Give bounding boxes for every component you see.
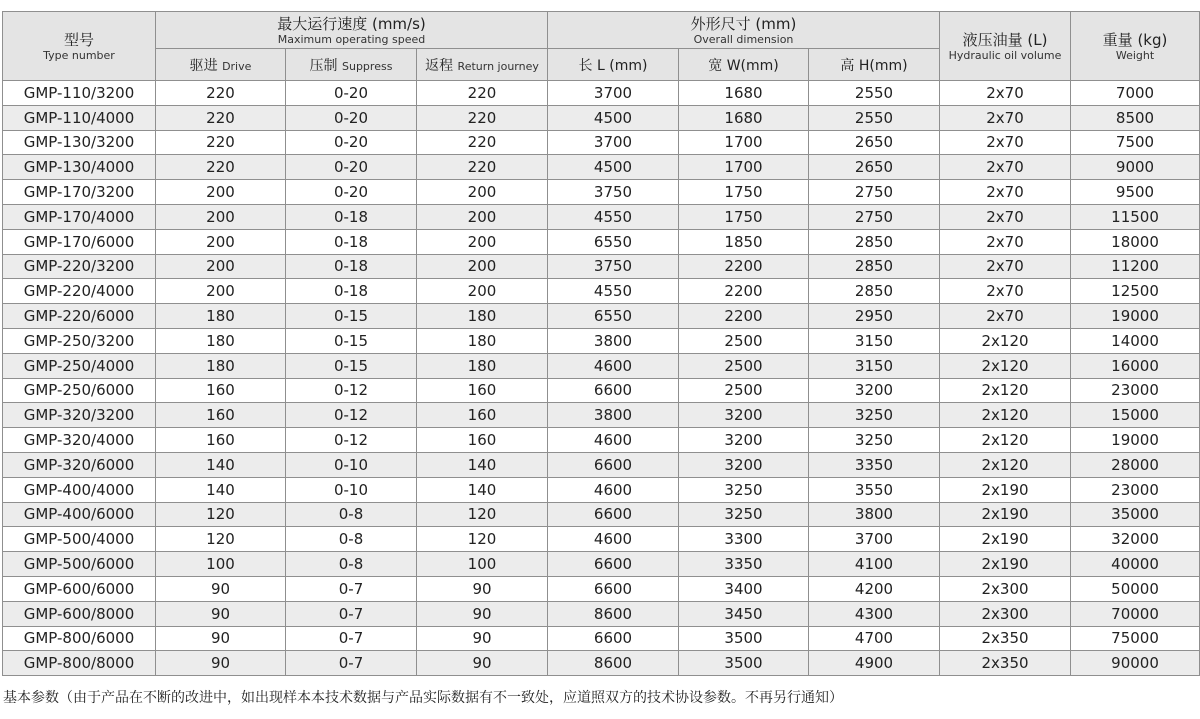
cell-return-speed: 90 — [417, 626, 548, 651]
cell-model: GMP-110/3200 — [3, 81, 156, 106]
cell-return-speed: 220 — [417, 155, 548, 180]
cell-height: 2750 — [809, 204, 940, 229]
cell-suppress-speed: 0-7 — [286, 626, 417, 651]
table-row — [3, 552, 1200, 577]
table-row — [3, 576, 1200, 601]
cell-oil-volume: 2x300 — [940, 601, 1071, 626]
cell-length: 6550 — [548, 229, 679, 254]
table-row — [3, 428, 1200, 453]
cell-length: 4500 — [548, 155, 679, 180]
cell-weight: 12500 — [1071, 279, 1200, 304]
cell-width: 2200 — [679, 279, 809, 304]
cell-height: 2750 — [809, 180, 940, 205]
header-speed-return-zh: 返程 — [425, 57, 454, 74]
cell-suppress-speed: 0-10 — [286, 477, 417, 502]
cell-suppress-speed: 0-20 — [286, 81, 417, 106]
cell-return-speed: 220 — [417, 130, 548, 155]
cell-width: 2500 — [679, 378, 809, 403]
cell-weight: 35000 — [1071, 502, 1200, 527]
cell-drive-speed: 90 — [156, 626, 286, 651]
cell-oil-volume: 2x70 — [940, 304, 1071, 329]
cell-oil-volume: 2x190 — [940, 502, 1071, 527]
cell-weight: 9000 — [1071, 155, 1200, 180]
cell-suppress-speed: 0-12 — [286, 428, 417, 453]
table-row — [3, 204, 1200, 229]
cell-model: GMP-800/8000 — [3, 651, 156, 676]
cell-suppress-speed: 0-15 — [286, 328, 417, 353]
cell-height: 2850 — [809, 279, 940, 304]
cell-oil-volume: 2x70 — [940, 279, 1071, 304]
cell-height: 3150 — [809, 353, 940, 378]
cell-width: 3400 — [679, 576, 809, 601]
header-speed-return — [417, 49, 548, 81]
header-oil-en: Hydraulic oil volume — [948, 48, 1062, 62]
cell-oil-volume: 2x120 — [940, 452, 1071, 477]
table-body — [3, 81, 1200, 676]
cell-suppress-speed: 0-18 — [286, 229, 417, 254]
table-row — [3, 601, 1200, 626]
cell-model: GMP-220/3200 — [3, 254, 156, 279]
header-oil-zh: 液压油量 (L) — [962, 30, 1048, 49]
cell-weight: 23000 — [1071, 378, 1200, 403]
cell-drive-speed: 220 — [156, 81, 286, 106]
cell-width: 3500 — [679, 651, 809, 676]
table-row — [3, 155, 1200, 180]
cell-oil-volume: 2x350 — [940, 626, 1071, 651]
cell-model: GMP-250/4000 — [3, 353, 156, 378]
cell-return-speed: 120 — [417, 502, 548, 527]
cell-model: GMP-250/3200 — [3, 328, 156, 353]
table-header — [3, 12, 1200, 81]
cell-width: 1750 — [679, 204, 809, 229]
cell-weight: 16000 — [1071, 353, 1200, 378]
cell-suppress-speed: 0-12 — [286, 378, 417, 403]
cell-length: 4500 — [548, 105, 679, 130]
cell-drive-speed: 120 — [156, 502, 286, 527]
cell-weight: 75000 — [1071, 626, 1200, 651]
header-speed-zh: 最大运行速度 (mm/s) — [277, 14, 426, 33]
cell-model: GMP-800/6000 — [3, 626, 156, 651]
cell-drive-speed: 160 — [156, 403, 286, 428]
cell-suppress-speed: 0-15 — [286, 304, 417, 329]
cell-model: GMP-320/6000 — [3, 452, 156, 477]
cell-width: 1850 — [679, 229, 809, 254]
cell-suppress-speed: 0-20 — [286, 155, 417, 180]
cell-weight: 7000 — [1071, 81, 1200, 106]
cell-return-speed: 160 — [417, 428, 548, 453]
cell-drive-speed: 180 — [156, 353, 286, 378]
cell-length: 8600 — [548, 651, 679, 676]
table-row — [3, 477, 1200, 502]
cell-width: 3350 — [679, 552, 809, 577]
cell-length: 3700 — [548, 81, 679, 106]
cell-suppress-speed: 0-18 — [286, 254, 417, 279]
cell-return-speed: 90 — [417, 576, 548, 601]
cell-height: 2550 — [809, 81, 940, 106]
cell-length: 6550 — [548, 304, 679, 329]
cell-length: 4600 — [548, 477, 679, 502]
cell-model: GMP-600/6000 — [3, 576, 156, 601]
cell-drive-speed: 160 — [156, 428, 286, 453]
cell-oil-volume: 2x190 — [940, 552, 1071, 577]
cell-model: GMP-400/4000 — [3, 477, 156, 502]
cell-height: 3250 — [809, 428, 940, 453]
cell-weight: 7500 — [1071, 130, 1200, 155]
cell-model: GMP-130/4000 — [3, 155, 156, 180]
cell-weight: 11200 — [1071, 254, 1200, 279]
cell-height: 3700 — [809, 527, 940, 552]
cell-width: 3200 — [679, 403, 809, 428]
cell-weight: 28000 — [1071, 452, 1200, 477]
cell-oil-volume: 2x70 — [940, 180, 1071, 205]
cell-length: 8600 — [548, 601, 679, 626]
cell-suppress-speed: 0-12 — [286, 403, 417, 428]
cell-return-speed: 100 — [417, 552, 548, 577]
cell-model: GMP-170/6000 — [3, 229, 156, 254]
cell-suppress-speed: 0-8 — [286, 502, 417, 527]
header-model — [3, 12, 156, 81]
cell-model: GMP-130/3200 — [3, 130, 156, 155]
cell-drive-speed: 160 — [156, 378, 286, 403]
cell-width: 2500 — [679, 353, 809, 378]
cell-width: 3250 — [679, 502, 809, 527]
cell-width: 3300 — [679, 527, 809, 552]
cell-return-speed: 180 — [417, 328, 548, 353]
cell-length: 3750 — [548, 180, 679, 205]
cell-model: GMP-250/6000 — [3, 378, 156, 403]
cell-oil-volume: 2x70 — [940, 155, 1071, 180]
cell-return-speed: 140 — [417, 452, 548, 477]
table-row — [3, 279, 1200, 304]
cell-length: 4600 — [548, 353, 679, 378]
cell-drive-speed: 140 — [156, 477, 286, 502]
cell-oil-volume: 2x190 — [940, 477, 1071, 502]
cell-width: 3250 — [679, 477, 809, 502]
cell-weight: 70000 — [1071, 601, 1200, 626]
cell-oil-volume: 2x120 — [940, 403, 1071, 428]
cell-length: 6600 — [548, 452, 679, 477]
cell-suppress-speed: 0-18 — [286, 279, 417, 304]
cell-suppress-speed: 0-18 — [286, 204, 417, 229]
cell-return-speed: 120 — [417, 527, 548, 552]
cell-weight: 15000 — [1071, 403, 1200, 428]
cell-drive-speed: 200 — [156, 229, 286, 254]
cell-suppress-speed: 0-10 — [286, 452, 417, 477]
cell-length: 6600 — [548, 552, 679, 577]
cell-weight: 18000 — [1071, 229, 1200, 254]
cell-drive-speed: 200 — [156, 180, 286, 205]
cell-model: GMP-320/4000 — [3, 428, 156, 453]
cell-drive-speed: 200 — [156, 279, 286, 304]
cell-width: 2200 — [679, 304, 809, 329]
cell-model: GMP-400/6000 — [3, 502, 156, 527]
header-speed-drive — [156, 49, 286, 81]
cell-width: 3200 — [679, 428, 809, 453]
cell-height: 4200 — [809, 576, 940, 601]
cell-return-speed: 200 — [417, 180, 548, 205]
cell-width: 2200 — [679, 254, 809, 279]
cell-height: 4300 — [809, 601, 940, 626]
table-row — [3, 180, 1200, 205]
cell-length: 4600 — [548, 527, 679, 552]
table-row — [3, 651, 1200, 676]
cell-drive-speed: 220 — [156, 105, 286, 130]
header-speed-en: Maximum operating speed — [277, 32, 426, 46]
table-row — [3, 229, 1200, 254]
cell-width: 3450 — [679, 601, 809, 626]
table-row — [3, 304, 1200, 329]
cell-width: 1700 — [679, 155, 809, 180]
cell-model: GMP-110/4000 — [3, 105, 156, 130]
cell-suppress-speed: 0-7 — [286, 651, 417, 676]
table-row — [3, 328, 1200, 353]
header-dimension-en: Overall dimension — [693, 32, 794, 46]
cell-oil-volume: 2x70 — [940, 81, 1071, 106]
cell-oil-volume: 2x70 — [940, 254, 1071, 279]
cell-oil-volume: 2x300 — [940, 576, 1071, 601]
table-row — [3, 626, 1200, 651]
header-speed-suppress-en: Suppress — [342, 59, 393, 73]
cell-model: GMP-320/3200 — [3, 403, 156, 428]
cell-model: GMP-170/4000 — [3, 204, 156, 229]
cell-weight: 19000 — [1071, 304, 1200, 329]
cell-height: 3200 — [809, 378, 940, 403]
table-row — [3, 254, 1200, 279]
cell-oil-volume: 2x70 — [940, 229, 1071, 254]
cell-height: 3350 — [809, 452, 940, 477]
cell-drive-speed: 180 — [156, 328, 286, 353]
header-oil — [940, 12, 1071, 81]
cell-drive-speed: 220 — [156, 155, 286, 180]
cell-weight: 90000 — [1071, 651, 1200, 676]
cell-suppress-speed: 0-15 — [286, 353, 417, 378]
cell-weight: 40000 — [1071, 552, 1200, 577]
cell-height: 3250 — [809, 403, 940, 428]
cell-model: GMP-220/4000 — [3, 279, 156, 304]
cell-height: 2950 — [809, 304, 940, 329]
cell-return-speed: 200 — [417, 229, 548, 254]
cell-height: 2550 — [809, 105, 940, 130]
cell-oil-volume: 2x120 — [940, 428, 1071, 453]
cell-drive-speed: 90 — [156, 601, 286, 626]
cell-length: 6600 — [548, 502, 679, 527]
cell-weight: 14000 — [1071, 328, 1200, 353]
cell-width: 3500 — [679, 626, 809, 651]
cell-weight: 19000 — [1071, 428, 1200, 453]
header-speed-suppress-zh: 压制 — [309, 57, 338, 74]
table-row — [3, 527, 1200, 552]
cell-oil-volume: 2x120 — [940, 353, 1071, 378]
cell-suppress-speed: 0-20 — [286, 130, 417, 155]
cell-length: 6600 — [548, 378, 679, 403]
cell-weight: 23000 — [1071, 477, 1200, 502]
cell-drive-speed: 220 — [156, 130, 286, 155]
cell-weight: 8500 — [1071, 105, 1200, 130]
cell-drive-speed: 120 — [156, 527, 286, 552]
cell-drive-speed: 90 — [156, 576, 286, 601]
cell-return-speed: 200 — [417, 204, 548, 229]
table-row — [3, 81, 1200, 106]
cell-suppress-speed: 0-20 — [286, 180, 417, 205]
cell-length: 6600 — [548, 576, 679, 601]
cell-length: 4550 — [548, 204, 679, 229]
cell-return-speed: 90 — [417, 601, 548, 626]
cell-length: 3800 — [548, 403, 679, 428]
header-weight-zh: 重量 (kg) — [1102, 30, 1168, 49]
cell-drive-speed: 90 — [156, 651, 286, 676]
header-height: 高 H(mm) — [809, 49, 940, 81]
header-speed-drive-zh: 驱进 — [189, 57, 218, 74]
cell-return-speed: 90 — [417, 651, 548, 676]
cell-height: 4100 — [809, 552, 940, 577]
header-weight-en: Weight — [1115, 48, 1155, 62]
cell-return-speed: 140 — [417, 477, 548, 502]
table-row — [3, 353, 1200, 378]
cell-width: 1680 — [679, 105, 809, 130]
cell-drive-speed: 200 — [156, 254, 286, 279]
cell-suppress-speed: 0-7 — [286, 601, 417, 626]
header-weight — [1071, 12, 1200, 81]
cell-drive-speed: 180 — [156, 304, 286, 329]
header-speed-return-en: Return journey — [457, 59, 539, 73]
cell-weight: 9500 — [1071, 180, 1200, 205]
cell-height: 2850 — [809, 254, 940, 279]
cell-return-speed: 200 — [417, 254, 548, 279]
cell-model: GMP-500/4000 — [3, 527, 156, 552]
cell-oil-volume: 2x190 — [940, 527, 1071, 552]
cell-suppress-speed: 0-20 — [286, 105, 417, 130]
header-length: 长 L (mm) — [548, 49, 679, 81]
cell-weight: 11500 — [1071, 204, 1200, 229]
cell-oil-volume: 2x70 — [940, 130, 1071, 155]
cell-return-speed: 180 — [417, 353, 548, 378]
cell-suppress-speed: 0-8 — [286, 527, 417, 552]
header-dimension — [548, 12, 940, 49]
cell-return-speed: 160 — [417, 378, 548, 403]
cell-oil-volume: 2x70 — [940, 105, 1071, 130]
cell-weight: 32000 — [1071, 527, 1200, 552]
cell-suppress-speed: 0-7 — [286, 576, 417, 601]
cell-width: 1700 — [679, 130, 809, 155]
cell-height: 3550 — [809, 477, 940, 502]
header-model-en: Type number — [43, 48, 115, 62]
cell-oil-volume: 2x120 — [940, 378, 1071, 403]
table-row — [3, 130, 1200, 155]
cell-width: 1750 — [679, 180, 809, 205]
cell-height: 2850 — [809, 229, 940, 254]
cell-return-speed: 160 — [417, 403, 548, 428]
cell-model: GMP-170/3200 — [3, 180, 156, 205]
cell-oil-volume: 2x350 — [940, 651, 1071, 676]
cell-length: 4550 — [548, 279, 679, 304]
header-width: 宽 W(mm) — [679, 49, 809, 81]
footnote: 基本参数（由于产品在不断的改进中，如出现样本本技术数据与产品实际数据有不一致处，应道照双方的技术协设参数。不再另行通知） — [3, 690, 843, 706]
header-model-zh: 型号 — [63, 30, 94, 49]
cell-drive-speed: 140 — [156, 452, 286, 477]
table-row — [3, 452, 1200, 477]
header-dimension-zh: 外形尺寸 (mm) — [690, 14, 797, 33]
cell-oil-volume: 2x120 — [940, 328, 1071, 353]
cell-weight: 50000 — [1071, 576, 1200, 601]
cell-return-speed: 200 — [417, 279, 548, 304]
cell-drive-speed: 100 — [156, 552, 286, 577]
table-row — [3, 403, 1200, 428]
cell-model: GMP-500/6000 — [3, 552, 156, 577]
table-row — [3, 378, 1200, 403]
header-speed — [156, 12, 548, 49]
cell-length: 3800 — [548, 328, 679, 353]
header-speed-drive-en: Drive — [222, 59, 252, 73]
spec-table — [2, 11, 1200, 676]
cell-model: GMP-220/6000 — [3, 304, 156, 329]
header-speed-suppress — [286, 49, 417, 81]
cell-height: 2650 — [809, 155, 940, 180]
cell-drive-speed: 200 — [156, 204, 286, 229]
cell-height: 4900 — [809, 651, 940, 676]
cell-length: 3750 — [548, 254, 679, 279]
cell-return-speed: 180 — [417, 304, 548, 329]
cell-height: 3150 — [809, 328, 940, 353]
cell-oil-volume: 2x70 — [940, 204, 1071, 229]
cell-length: 3700 — [548, 130, 679, 155]
cell-length: 6600 — [548, 626, 679, 651]
cell-height: 2650 — [809, 130, 940, 155]
cell-return-speed: 220 — [417, 105, 548, 130]
cell-width: 1680 — [679, 81, 809, 106]
cell-model: GMP-600/8000 — [3, 601, 156, 626]
cell-return-speed: 220 — [417, 81, 548, 106]
table-row — [3, 502, 1200, 527]
cell-width: 2500 — [679, 328, 809, 353]
table-row — [3, 105, 1200, 130]
cell-height: 3800 — [809, 502, 940, 527]
cell-height: 4700 — [809, 626, 940, 651]
cell-suppress-speed: 0-8 — [286, 552, 417, 577]
cell-length: 4600 — [548, 428, 679, 453]
cell-width: 3200 — [679, 452, 809, 477]
